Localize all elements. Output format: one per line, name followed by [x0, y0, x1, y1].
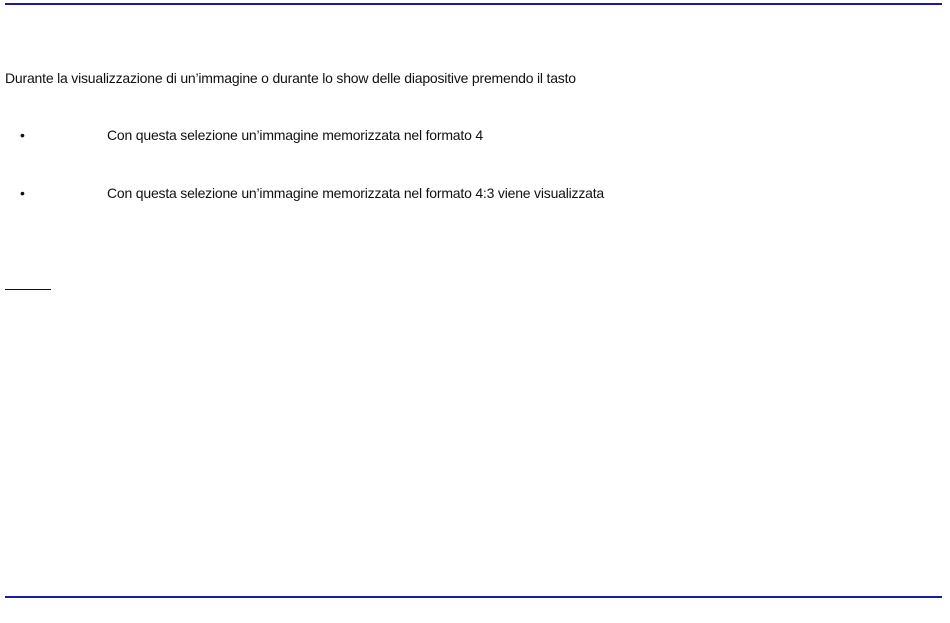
footer-rule	[5, 596, 942, 598]
intro-paragraph: Durante la visualizzazione di un’immagine o durante lo show delle diapositive premendo il tasto	[5, 70, 576, 86]
list-item-text: Con questa selezione un’immagine memorizzata nel formato 4	[107, 127, 483, 143]
footnote-separator	[5, 289, 51, 290]
header-rule	[5, 3, 942, 5]
bullet-icon: •	[20, 127, 25, 143]
bullet-icon: •	[20, 185, 25, 201]
list-item-text: Con questa selezione un’immagine memorizzata nel formato 4:3 viene visualizzata	[107, 185, 605, 201]
